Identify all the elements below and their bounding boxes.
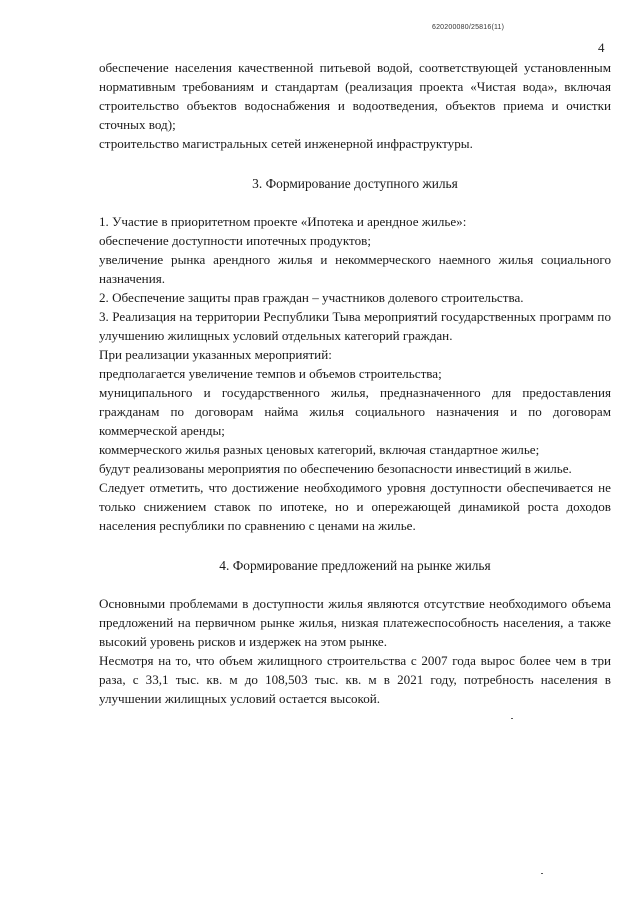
section-heading: 3. Формирование доступного жилья xyxy=(252,176,458,191)
paragraph: обеспечение доступности ипотечных продуктов; xyxy=(99,233,371,248)
paragraph: обеспечение населения качественной питьевой водой, соответствующей установленным нормативным требованиям и стандартам (реализация проекта «Чистая вода», включая строительство объектов водоснабжения и водоотведения, объектов приема и очистки сточных вод); xyxy=(99,60,611,132)
paragraph: 1. Участие в приоритетном проекте «Ипотека и арендное жилье»: xyxy=(99,214,467,229)
paragraph: увеличение рынка арендного жилья и некоммерческого наемного жилья социального назначения. xyxy=(99,252,611,286)
document-id: 620200080/25816(11) xyxy=(432,24,505,31)
section-heading: 4. Формирование предложений на рынке жилья xyxy=(219,558,491,573)
paragraph: коммерческого жилья разных ценовых категорий, включая стандартное жилье; xyxy=(99,442,540,457)
paragraph: 2. Обеспечение защиты прав граждан – участников долевого строительства. xyxy=(99,290,524,305)
paragraph: предполагается увеличение темпов и объемов строительства; xyxy=(99,366,442,381)
paragraph: При реализации указанных мероприятий: xyxy=(99,347,332,362)
paragraph: муниципального и государственного жилья, предназначенного для предоставления гражданам по договорам найма жилья социального назначения и по договорам коммерческой аренды; xyxy=(99,385,611,438)
scan-speck xyxy=(541,873,543,874)
paragraph: будут реализованы мероприятия по обеспечению безопасности инвестиций в жилье. xyxy=(99,461,572,476)
paragraph: Основными проблемами в доступности жилья являются отсутствие необходимого объема предложений на первичном рынке жилья, низкая платежеспособность населения, а также высокий уровень рисков и издержек на этом рынке. xyxy=(99,596,611,649)
page-number: 4 xyxy=(598,40,605,55)
paragraph: 3. Реализация на территории Республики Тыва мероприятий государственных программ по улучшению жилищных условий отдельных категорий граждан. xyxy=(99,309,611,343)
paragraph: Несмотря на то, что объем жилищного строительства с 2007 года вырос более чем в три раза, с 33,1 тыс. кв. м до 108,503 тыс. кв. м в 2021 году, потребность населения в улучшении жилищных условий остается высокой. xyxy=(99,653,611,706)
paragraph: Следует отметить, что достижение необходимого уровня доступности обеспечивается не только снижением ставок по ипотеке, но и опережающей динамикой роста доходов населения республики по сравнению с ценами на жилье. xyxy=(99,480,611,533)
scan-speck xyxy=(511,718,513,719)
document-body xyxy=(99,58,611,708)
paragraph: строительство магистральных сетей инженерной инфраструктуры. xyxy=(99,136,473,151)
